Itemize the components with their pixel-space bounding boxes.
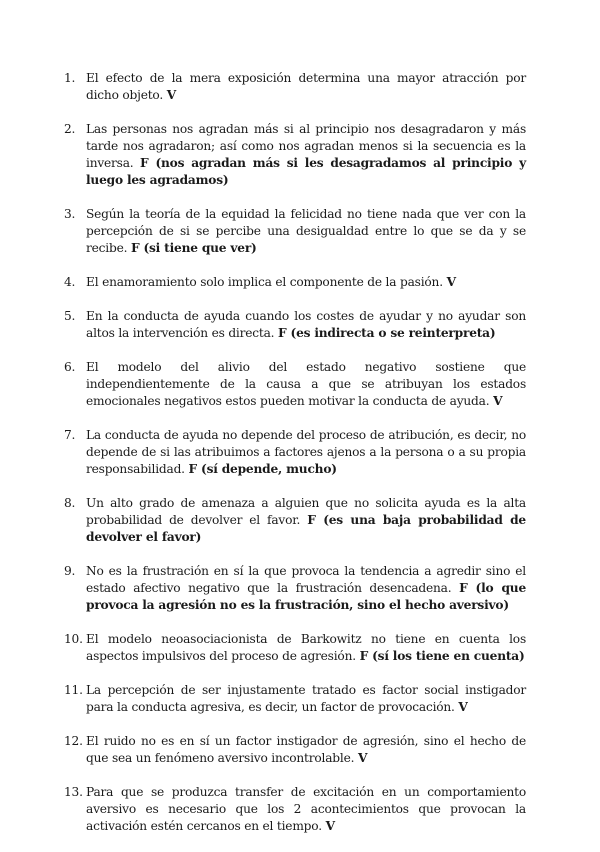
list-item — [64, 733, 526, 767]
list-item — [64, 121, 526, 189]
item-answer: V — [493, 394, 503, 408]
item-text: En la conducta de ayuda cuando los costes de ayudar y no ayudar son altos la intervención es directa. — [86, 309, 526, 340]
item-text: No es la frustración en sí la que provoca la tendencia a agredir sino el estado afectivo negativo que la frustración desencadena. — [86, 564, 526, 595]
item-answer: V — [446, 275, 456, 289]
list-item — [64, 308, 526, 342]
item-number: 6. — [64, 360, 76, 374]
item-answer: V — [458, 700, 468, 714]
item-text: Según la teoría de la equidad la felicidad no tiene nada que ver con la percepción de si se percibe una desigualdad entre lo que se da y se recibe. — [86, 207, 526, 255]
item-answer: F (nos agradan más si les desagradamos al principio y luego les agradamos) — [86, 156, 526, 187]
list-item — [64, 784, 526, 835]
list-item — [64, 274, 526, 291]
list-item — [64, 70, 526, 104]
list-item — [64, 682, 526, 716]
item-number: 9. — [64, 564, 76, 578]
item-answer: V — [325, 819, 335, 833]
item-answer: F (sí depende, mucho) — [188, 462, 337, 476]
item-number: 7. — [64, 428, 76, 442]
item-text: Un alto grado de amenaza a alguien que no solicita ayuda es la alta probabilidad de devolver el favor. — [86, 496, 526, 527]
item-text: El modelo del alivio del estado negativo sostiene que independientemente de la causa a que se atribuyan los estados emocionales negativos estos pueden motivar la conducta de ayuda. — [86, 360, 526, 408]
item-number: 4. — [64, 275, 76, 289]
question-list — [64, 70, 526, 852]
item-number: 3. — [64, 207, 76, 221]
list-item — [64, 206, 526, 257]
item-answer: F (lo que provoca la agresión no es la frustración, sino el hecho aversivo) — [86, 581, 526, 612]
item-number: 8. — [64, 496, 76, 510]
item-number: 12. — [64, 734, 83, 748]
list-item — [64, 563, 526, 614]
list-item — [64, 495, 526, 546]
list-item — [64, 631, 526, 665]
item-text: La percepción de ser injustamente tratado es factor social instigador para la conducta agresiva, es decir, un factor de provocación. — [86, 683, 526, 714]
item-text: La conducta de ayuda no depende del proceso de atribución, es decir, no depende de si las atribuimos a factores ajenos a la persona o a su propia responsabilidad. — [86, 428, 526, 476]
list-item — [64, 359, 526, 410]
item-number: 5. — [64, 309, 76, 323]
list-item — [64, 427, 526, 478]
item-number: 11. — [64, 683, 83, 697]
item-text: El modelo neoasociacionista de Barkowitz no tiene en cuenta los aspectos impulsivos del proceso de agresión. — [86, 632, 526, 663]
item-number: 1. — [64, 71, 76, 85]
item-text: El efecto de la mera exposición determina una mayor atracción por dicho objeto. — [86, 71, 526, 102]
item-number: 10. — [64, 632, 83, 646]
item-answer: F (si tiene que ver) — [130, 241, 257, 255]
item-text: Para que se produzca transfer de excitación en un comportamiento aversivo es necesario que los 2 acontecimientos que provocan la activación estén cercanos en el tiempo. — [86, 785, 526, 833]
item-text: El ruido no es en sí un factor instigador de agresión, sino el hecho de que sea un fenómeno aversivo incontrolable. — [86, 734, 526, 765]
item-answer: F (es indirecta o se reinterpreta) — [278, 326, 496, 340]
item-number: 13. — [64, 785, 83, 799]
item-answer: F (es una baja probabilidad de devolver el favor) — [86, 513, 526, 544]
item-number: 2. — [64, 122, 76, 136]
item-answer: F (sí los tiene en cuenta) — [359, 649, 525, 663]
item-answer: V — [166, 88, 176, 102]
item-text: Las personas nos agradan más si al principio nos desagradaron y más tarde nos agradaron; así como nos agradan menos si la secuencia es la inversa. — [86, 122, 526, 170]
item-answer: V — [357, 751, 368, 765]
item-text: El enamoramiento solo implica el componente de la pasión. — [86, 275, 443, 289]
